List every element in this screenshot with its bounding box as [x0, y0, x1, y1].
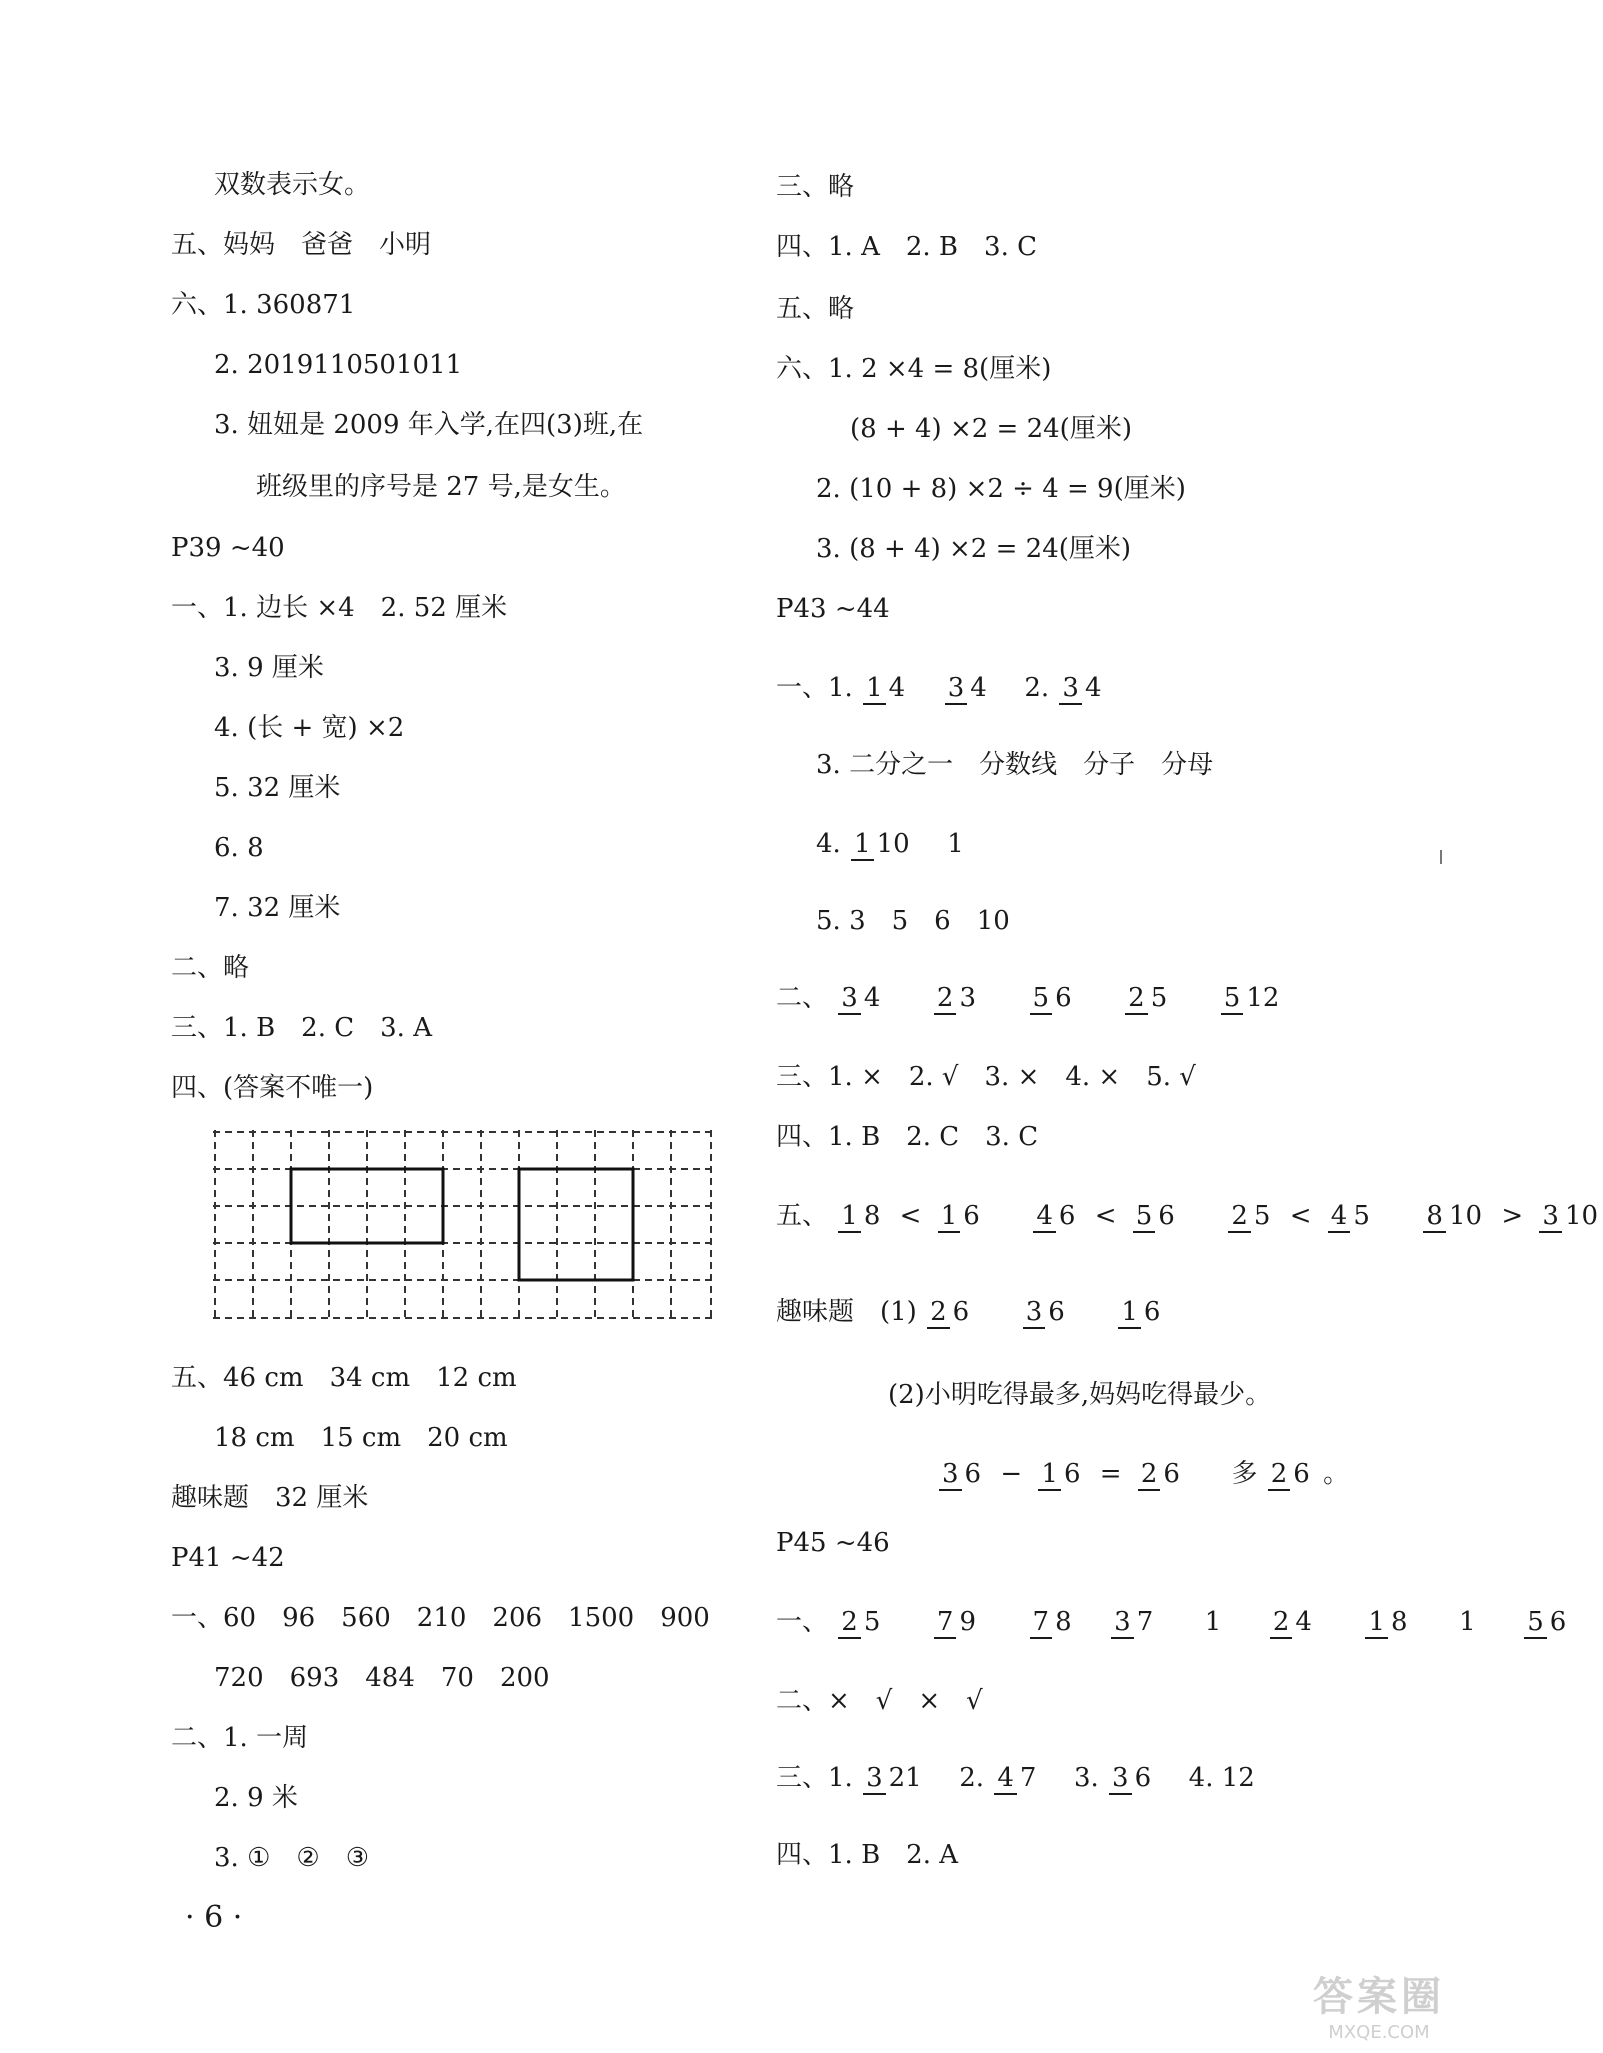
answer-line: 五、妈妈 爸爸 小明 — [171, 230, 432, 260]
fraction: 1 10 — [851, 830, 913, 858]
answer-line-fractions — [776, 1760, 1255, 1794]
fraction: 4 7 — [994, 1764, 1039, 1792]
answer-line: 3. 二分之一 分数线 分子 分母 — [816, 750, 1214, 780]
answer-line: 720 693 484 70 200 — [214, 1663, 550, 1693]
label: 1 — [1459, 1607, 1476, 1637]
fraction: 7 8 — [1030, 1608, 1075, 1636]
label: 二、 — [776, 983, 829, 1013]
section-heading: P45 ~46 — [776, 1528, 890, 1558]
answer-line: 四、1. A 2. B 3. C — [776, 232, 1037, 262]
answer-line-fractions — [776, 1294, 1165, 1328]
answer-line: 四、(答案不唯一) — [171, 1073, 374, 1103]
section-heading: P43 ~44 — [776, 594, 890, 624]
answer-line: 双数表示女。 — [214, 170, 371, 200]
label: 2. — [959, 1763, 985, 1793]
fraction: 3 4 — [1059, 674, 1104, 702]
fraction: 4 5 — [1328, 1202, 1373, 1230]
label: 三、1. — [776, 1763, 853, 1793]
fraction: 3 6 — [1023, 1298, 1068, 1326]
answer-line-fractions — [776, 670, 1107, 704]
answer-line-fractions — [937, 1456, 1349, 1490]
fraction: 5 6 — [1030, 984, 1075, 1012]
fraction: 3 10 — [1539, 1202, 1601, 1230]
answer-line: 趣味题 32 厘米 — [171, 1483, 369, 1513]
fraction: 8 10 — [1423, 1202, 1485, 1230]
answer-line-fractions — [816, 826, 964, 860]
answer-line-fractions — [776, 1198, 1603, 1232]
answer-line: 3. (8 + 4) ×2 = 24(厘米) — [816, 534, 1132, 564]
label: 3. — [1073, 1763, 1099, 1793]
fraction: 3 6 — [1109, 1764, 1154, 1792]
fraction: 1 6 — [1118, 1298, 1163, 1326]
fraction: 3 4 — [945, 674, 990, 702]
minus-sign: − — [1000, 1459, 1023, 1489]
fraction: 1 8 — [838, 1202, 883, 1230]
answer-line: 一、60 96 560 210 206 1500 900 — [171, 1603, 710, 1633]
answer-line-fractions — [776, 980, 1284, 1014]
answer-line: 六、1. 360871 — [171, 290, 356, 320]
answer-line: 二、× √ × √ — [776, 1686, 983, 1716]
square-answer — [519, 1169, 633, 1280]
equals-sign: = — [1099, 1459, 1122, 1489]
answer-line: (2)小明吃得最多,妈妈吃得最少。 — [888, 1380, 1272, 1410]
label: 2. — [1024, 673, 1050, 703]
answer-line: 2. 9 米 — [214, 1783, 298, 1813]
less-than-sign: < — [899, 1201, 922, 1231]
answer-line: 7. 32 厘米 — [214, 893, 341, 923]
dotted-grid-figure — [213, 1130, 713, 1320]
fraction: 3 4 — [838, 984, 883, 1012]
label: 1 — [1204, 1607, 1222, 1637]
fraction: 5 6 — [1524, 1608, 1569, 1636]
fraction: 3 7 — [1111, 1608, 1156, 1636]
fraction: 1 6 — [1038, 1460, 1083, 1488]
section-heading: P39 ~40 — [171, 533, 285, 563]
answer-line: 三、略 — [776, 172, 855, 202]
answer-line: (8 + 4) ×2 = 24(厘米) — [850, 414, 1132, 444]
fraction: 2 3 — [934, 984, 979, 1012]
answer-line: 3. 9 厘米 — [214, 653, 324, 683]
fraction: 2 6 — [1138, 1460, 1183, 1488]
section-heading: P41 ~42 — [171, 1543, 285, 1573]
fraction: 1 6 — [938, 1202, 983, 1230]
label: 趣味题 (1) — [776, 1297, 917, 1327]
watermark-logo: 答案圈 MXQE.COM — [1313, 1974, 1445, 2043]
label: 多 — [1231, 1459, 1258, 1489]
label: 。 — [1323, 1459, 1350, 1489]
label: 4. — [816, 829, 841, 859]
answer-line-fractions — [776, 1604, 1571, 1638]
fraction: 4 6 — [1033, 1202, 1078, 1230]
answer-line: 3. ① ② ③ — [214, 1843, 369, 1873]
fraction: 2 4 — [1270, 1608, 1315, 1636]
margin-mark — [1440, 850, 1442, 864]
answer-line: 3. 妞妞是 2009 年入学,在四(3)班,在 — [214, 410, 644, 440]
label: 1 — [947, 829, 964, 859]
fraction: 1 8 — [1365, 1608, 1410, 1636]
answer-line: 二、略 — [171, 953, 250, 983]
answer-line: 五、略 — [776, 294, 855, 324]
label: 一、1. — [776, 673, 853, 703]
answer-line: 三、1. B 2. C 3. A — [171, 1013, 432, 1043]
answer-line: 六、1. 2 ×4 = 8(厘米) — [776, 354, 1052, 384]
answer-line: 5. 3 5 6 10 — [816, 906, 1010, 936]
label: 4. 12 — [1188, 1763, 1255, 1793]
fraction: 1 4 — [863, 674, 908, 702]
answer-line: 6. 8 — [214, 833, 264, 863]
less-than-sign: < — [1289, 1201, 1312, 1231]
answer-line: 四、1. B 2. A — [776, 1840, 959, 1870]
fraction: 2 6 — [927, 1298, 972, 1326]
fraction: 2 6 — [1268, 1460, 1313, 1488]
label: 一、 — [776, 1607, 829, 1637]
answer-line: 四、1. B 2. C 3. C — [776, 1122, 1039, 1152]
fraction: 5 12 — [1221, 984, 1283, 1012]
less-than-sign: < — [1094, 1201, 1117, 1231]
answer-line: 2. 2019110501011 — [214, 350, 463, 380]
answer-line: 18 cm 15 cm 20 cm — [214, 1423, 508, 1453]
answer-line: 4. (长 + 宽) ×2 — [214, 713, 405, 743]
answer-line: 五、46 cm 34 cm 12 cm — [171, 1363, 517, 1393]
answer-line: 二、1. 一周 — [171, 1723, 309, 1753]
fraction: 5 6 — [1133, 1202, 1178, 1230]
fraction: 3 21 — [863, 1764, 925, 1792]
fraction: 3 6 — [939, 1460, 984, 1488]
answer-line: 班级里的序号是 27 号,是女生。 — [256, 472, 626, 502]
label: 五、 — [776, 1201, 829, 1231]
answer-line: 三、1. × 2. √ 3. × 4. × 5. √ — [776, 1062, 1196, 1092]
fraction: 2 5 — [1125, 984, 1170, 1012]
greater-than-sign: > — [1501, 1201, 1524, 1231]
fraction: 2 5 — [1228, 1202, 1273, 1230]
fraction: 7 9 — [934, 1608, 979, 1636]
answer-line: 2. (10 + 8) ×2 ÷ 4 = 9(厘米) — [816, 474, 1186, 504]
page-number: · 6 · — [185, 1900, 243, 1935]
fraction: 2 5 — [838, 1608, 883, 1636]
answer-line: 5. 32 厘米 — [214, 773, 341, 803]
answer-line: 一、1. 边长 ×4 2. 52 厘米 — [171, 593, 508, 623]
